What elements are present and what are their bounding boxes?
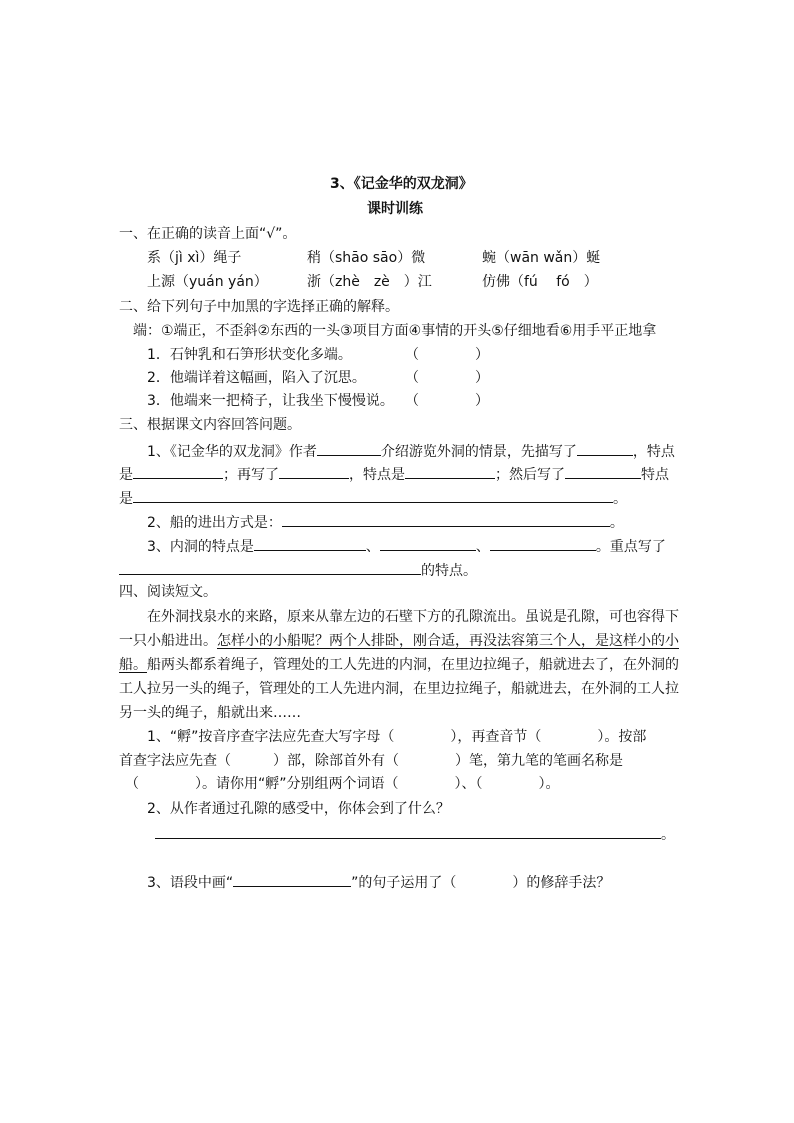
sub-question-3 (147, 871, 610, 893)
answer-blank[interactable]: （ ） (405, 393, 489, 409)
answer-blank[interactable] (380, 535, 476, 551)
answer-blank[interactable] (133, 463, 223, 479)
passage-line: 工人拉另一头的绳子，管理处的工人先进内洞，在里边拉绳子，船就进去，在外洞的工人拉 (119, 681, 679, 697)
answer-blank[interactable] (279, 463, 349, 479)
text: 3、语段中画“ (147, 875, 234, 891)
answer-blank[interactable] (119, 559, 421, 575)
text: 船两头都系着绳子，管理处的工人先进的内洞，在里边拉绳子，船就进去了，在外洞的 (147, 657, 679, 673)
q3-line-3 (119, 487, 627, 509)
q3-line-4 (147, 511, 624, 533)
q3-line-5 (147, 535, 666, 557)
answer-blank[interactable] (577, 440, 633, 456)
text: 、 (365, 539, 380, 555)
text: 介绍游览外洞的情景，先描写了 (380, 444, 577, 460)
question-item: 2．他端详着这幅画，陷入了沉思。 (147, 370, 366, 386)
text: 。 (661, 827, 675, 843)
text: 3、内洞的特点是 (147, 539, 254, 555)
pinyin-item: 稍（shāo sāo）微 (307, 250, 426, 266)
section-4-heading: 四、阅读短文。 (119, 584, 217, 600)
text: 。 (613, 491, 627, 507)
answer-blank[interactable] (155, 823, 661, 839)
question-item: 3．他端来一把椅子，让我坐下慢慢说。 (147, 393, 394, 409)
answer-blank[interactable]: （ ） (405, 347, 489, 363)
text: 是 (119, 491, 133, 507)
section-3-heading: 三、根据课文内容回答问题。 (119, 417, 301, 433)
passage-line: 另一头的绳子，船就出来…… (119, 705, 301, 721)
text: ；再写了 (223, 467, 279, 483)
answer-blank[interactable] (565, 463, 641, 479)
pinyin-item: 蜿（wān wǎn）蜒 (482, 250, 601, 266)
passage-line (119, 631, 679, 651)
answer-line (155, 823, 675, 845)
answer-blank[interactable] (254, 535, 366, 551)
q3-line-1 (147, 440, 675, 462)
section-2-heading: 二、给下列句子中加黑的字选择正确的解释。 (119, 299, 399, 315)
sub-question-2: 2、从作者通过孔隙的感受中，你体会到了什么？ (147, 801, 450, 817)
answer-blank[interactable]: （ ） (405, 370, 489, 386)
answer-blank[interactable] (317, 440, 381, 456)
document-subtitle: 课时训练 (367, 201, 423, 217)
q3-line-2 (119, 463, 669, 485)
underlined-sentence: 船。 (119, 657, 147, 673)
answer-blank[interactable] (405, 463, 495, 479)
answer-blank[interactable] (133, 487, 613, 503)
text: 一只小船进出。 (119, 633, 217, 649)
text: 。重点写了 (595, 539, 666, 555)
answer-blank[interactable] (233, 871, 351, 887)
text: 、 (475, 539, 490, 555)
sub-question-1: 首查字法应先查（ ）部，除部首外有（ ）笔，第九笔的笔画名称是 (119, 753, 623, 769)
pinyin-item: 仿佛（fú fó ） (482, 274, 598, 290)
text: 特点 (641, 467, 669, 483)
passage-line (119, 655, 679, 675)
underlined-sentence: 怎样小的小船呢？两个人排卧，刚合适，再没法容第三个人，是这样小的小 (217, 633, 679, 649)
sub-question-1: 1、“孵”按音序查字法应先查大写字母（ ），再查音节（ ）。按部 (147, 729, 647, 745)
text: 1、《记金华的双龙洞》作者 (147, 444, 317, 460)
definition-line: 端：①端正，不歪斜②东西的一头③项目方面④事情的开头⑤仔细地看⑥用手平正地拿 (133, 323, 657, 339)
text: ；然后写了 (495, 467, 565, 483)
answer-blank[interactable] (490, 535, 596, 551)
question-item: 1．石钟乳和石笋形状变化多端。 (147, 347, 352, 363)
text: 2、船的进出方式是： (147, 515, 282, 531)
text: 的特点。 (421, 563, 477, 579)
text: ，特点是 (349, 467, 405, 483)
text: 是 (119, 467, 133, 483)
text: ”的句子运用了（ ）的修辞手法？ (351, 875, 611, 891)
pinyin-item: 系（jì xì）绳子 (147, 250, 242, 266)
text: 。 (609, 515, 624, 531)
q3-line-6 (119, 559, 477, 581)
pinyin-item: 浙（zhè zè ）江 (307, 274, 432, 290)
text: ，特点 (632, 444, 675, 460)
section-1-heading: 一、在正确的读音上面“√”。 (119, 226, 297, 242)
sub-question-1: （ ）。请你用“孵”分别组两个词语（ ）、（ ）。 (125, 776, 560, 792)
passage-line: 在外洞找泉水的来路，原来从靠左边的石壁下方的孔隙流出。虽说是孔隙，可也容得下 (147, 609, 679, 625)
pinyin-item: 上源（yuán yán） (147, 274, 268, 290)
answer-blank[interactable] (282, 511, 610, 527)
document-title: 3、《记金华的双龙洞》 (330, 176, 473, 192)
